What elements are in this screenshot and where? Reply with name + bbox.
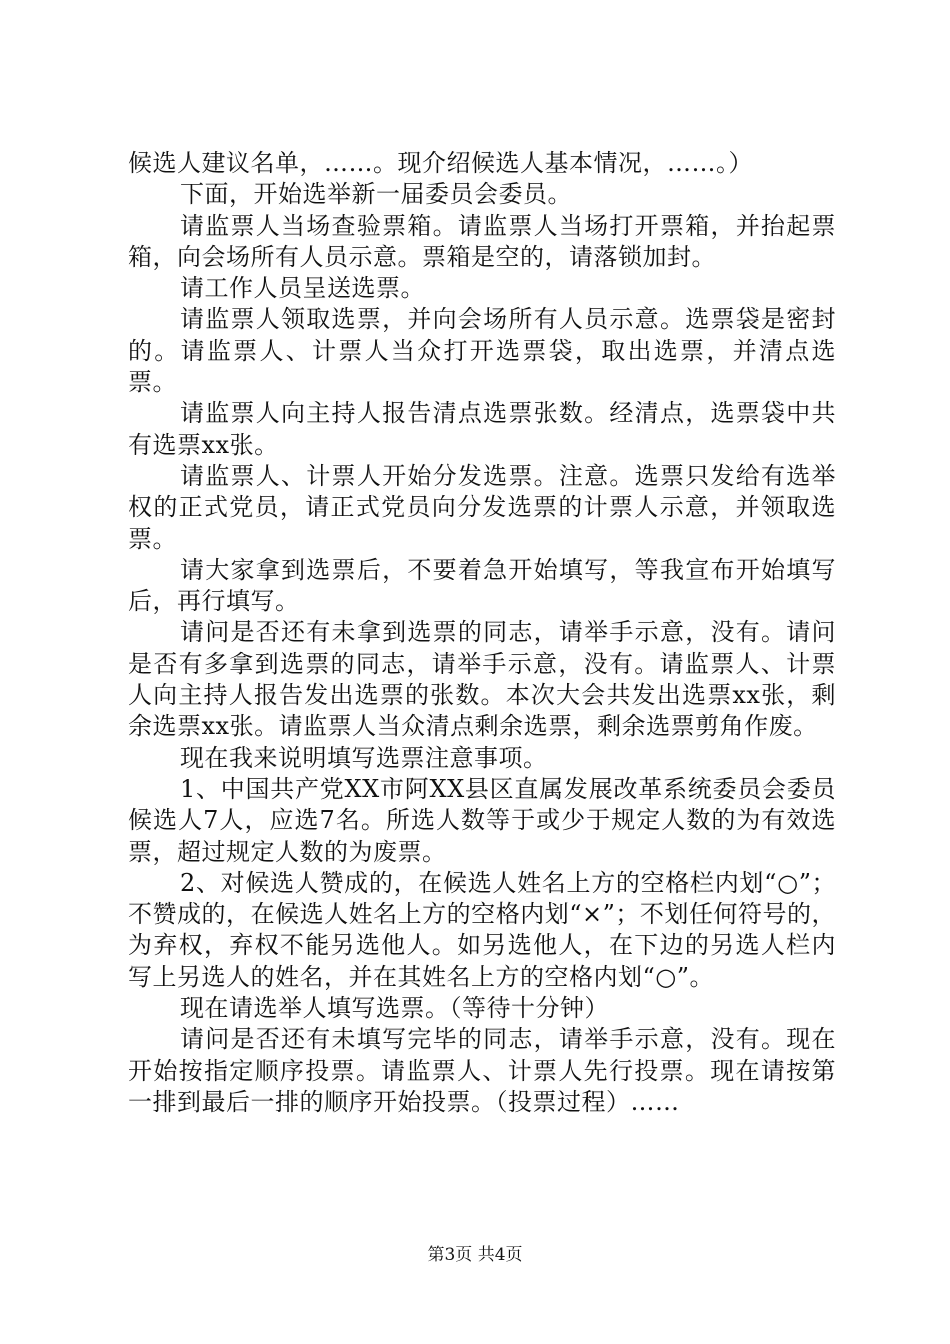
page-footer: 第3页 共4页 xyxy=(427,1245,523,1265)
paragraph-candidate-list-tail: 候选人建议名单，……。现介绍候选人基本情况，……。） xyxy=(128,149,753,177)
paragraph-start-election: 下面，开始选举新一届委员会委员。 xyxy=(180,180,572,209)
document-body xyxy=(128,148,836,1118)
paragraph-instruction-2: 2、对候选人赞成的，在候选人姓名上方的空格栏内划“○”；不赞成的，在候选人姓名上方的空格内划“×”；不划任何符号的，为弃权，弃权不能另选他人。如另选他人，在下边的另选人栏内写上另选人的姓名，并在其姓名上方的空格内划“○”。 xyxy=(128,868,836,991)
paragraph-instruction-1: 1、中国共产党XX市阿XX县区直属发展改革系统委员会委员候选人7人，应选7名。所选人数等于或少于规定人数的为有效选票，超过规定人数的为废票。 xyxy=(128,774,836,866)
paragraph-start-voting: 请问是否还有未填写完毕的同志，请举手示意，没有。现在开始按指定顺序投票。请监票人、计票人先行投票。现在请按第一排到最后一排的顺序开始投票。（投票过程）…… xyxy=(128,1025,836,1116)
paragraph-wait-to-fill: 请大家拿到选票后，不要着急开始填写，等我宣布开始填写后，再行填写。 xyxy=(128,555,836,616)
paragraph-fill-ballots: 现在请选举人填写选票。（等待十分钟） xyxy=(180,994,609,1023)
paragraph-receive-ballots: 请监票人领取选票，并向会场所有人员示意。选票袋是密封的。请监票人、计票人当众打开选票袋，取出选票，并清点选票。 xyxy=(128,305,836,397)
paragraph-deliver-ballots: 请工作人员呈送选票。 xyxy=(180,274,425,303)
paragraph-inspect-ballot-box: 请监票人当场查验票箱。请监票人当场打开票箱，并抬起票箱，向会场所有人员示意。票箱是空的，请落锁加封。 xyxy=(128,211,836,271)
paragraph-instructions-intro: 现在我来说明填写选票注意事项。 xyxy=(180,743,548,772)
paragraph-check-distribution: 请问是否还有未拿到选票的同志，请举手示意，没有。请问是否有多拿到选票的同志，请举手示意，没有。请监票人、计票人向主持人报告发出选票的张数。本次大会共发出选票xx张，剩余选票xx张。请监票人当众清点剩余选票，剩余选票剪角作废。 xyxy=(128,618,836,741)
paragraph-distribute-ballots: 请监票人、计票人开始分发选票。注意。选票只发给有选举权的正式党员，请正式党员向分发选票的计票人示意，并领取选票。 xyxy=(128,461,836,553)
paragraph-report-ballot-count: 请监票人向主持人报告清点选票张数。经清点，选票袋中共有选票xx张。 xyxy=(128,399,836,459)
